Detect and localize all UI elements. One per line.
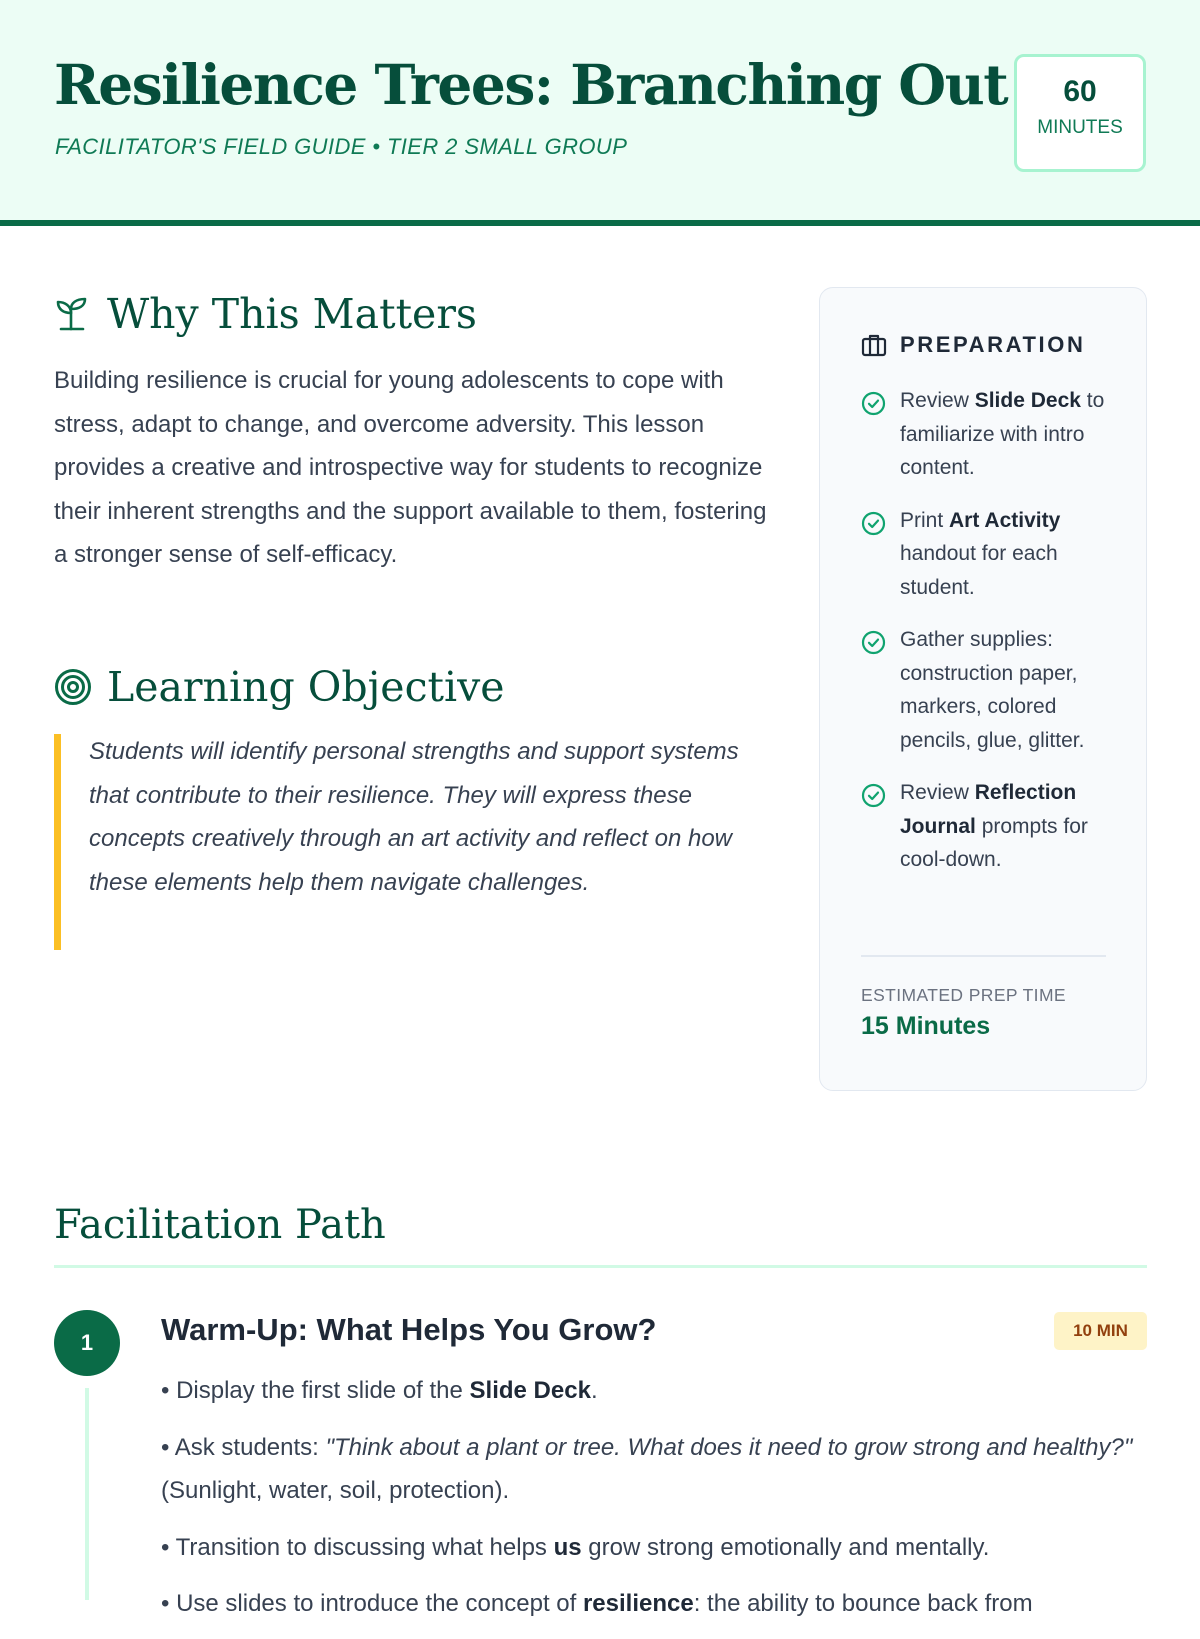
step-title: Warm-Up: What Helps You Grow?	[161, 1312, 657, 1347]
facilitation-heading: Facilitation Path	[54, 1202, 386, 1248]
check-circle-icon	[861, 391, 886, 427]
why-body: Building resilience is crucial for young adolescents to cope with stress, adapt to change, and overcome adversity. This lesson provides a creative and introspective way for students to recognize their inherent strengths and the support available to them, fostering a stronger sense of self-efficacy.	[54, 367, 767, 568]
list-item: • Transition to discussing what helps us grow strong emotionally and mentally.	[161, 1533, 990, 1561]
divider	[861, 955, 1106, 957]
page-header	[0, 0, 1200, 226]
sprout-icon	[55, 296, 89, 337]
prep-item: Print Art Activity handout for each student.	[861, 504, 1111, 605]
check-circle-icon	[861, 783, 886, 819]
step-number-badge: 1	[54, 1310, 120, 1376]
objective-callout	[54, 734, 764, 950]
prep-item: Review Slide Deck to familiarize with intro content.	[861, 384, 1111, 485]
prep-item: Review Reflection Journal prompts for cool-down.	[861, 776, 1111, 877]
preparation-title: PREPARATION	[900, 332, 1086, 357]
prep-item: Gather supplies: construction paper, markers, colored pencils, glue, glitter.	[861, 623, 1111, 757]
objective-heading: Learning Objective	[107, 663, 505, 711]
duration-unit: MINUTES	[1037, 117, 1123, 138]
prep-time-value: 15 Minutes	[861, 1012, 991, 1040]
check-circle-icon	[861, 630, 886, 666]
timeline-connector	[85, 1388, 89, 1600]
why-heading: Why This Matters	[107, 290, 477, 338]
list-item: • Display the first slide of the Slide Deck.	[161, 1377, 598, 1404]
list-item: • Use slides to introduce the concept of resilience: the ability to bounce back from	[161, 1590, 1033, 1617]
page-title: Resilience Trees: Branching Out	[54, 52, 1008, 117]
duration-value: 60	[1063, 75, 1097, 108]
page-subtitle: FACILITATOR'S FIELD GUIDE • TIER 2 SMALL GROUP	[55, 134, 628, 159]
step-instructions	[161, 1369, 1146, 1639]
check-circle-icon	[861, 511, 886, 547]
step-duration-badge: 10 MIN	[1054, 1312, 1147, 1350]
objective-text: Students will identify personal strengths and support systems that contribute to their resilience. They will express these concepts creatively through an art activity and reflect on how these elements help them navigate challenges.	[89, 738, 739, 896]
list-item: • Ask students: "Think about a plant or tree. What does it need to grow strong and healthy?" (Sunlight, water, soil, protection).	[161, 1433, 1133, 1504]
target-icon	[54, 668, 92, 711]
divider	[54, 1265, 1147, 1268]
duration-box	[1014, 54, 1146, 172]
prep-time-label: ESTIMATED PREP TIME	[861, 985, 1066, 1005]
briefcase-icon	[861, 333, 887, 362]
preparation-card	[819, 287, 1147, 1091]
preparation-list	[861, 384, 1111, 877]
